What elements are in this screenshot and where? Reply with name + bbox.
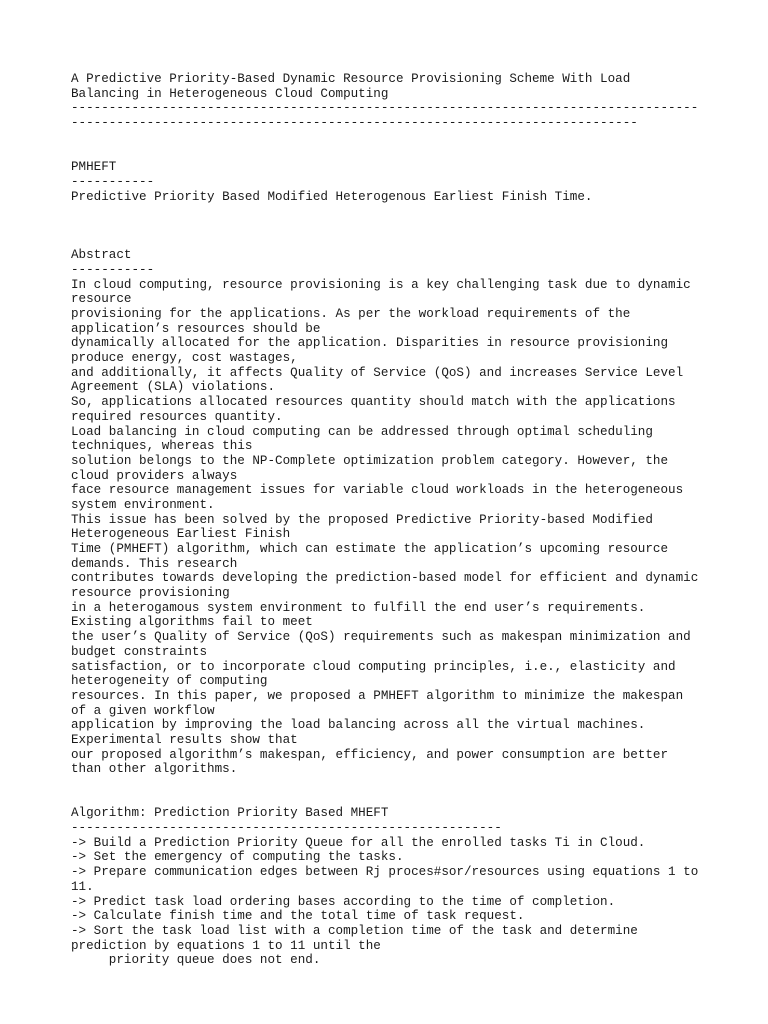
abstract-line: application by improving the load balancing across all the virtual machines.	[71, 718, 646, 733]
abstract-line: dynamically allocated for the application. Disparities in resource provisioning	[71, 336, 669, 351]
abstract-line: contributes towards developing the prediction-based model for efficient and dynamic	[71, 571, 699, 586]
abstract-line: resource provisioning	[71, 586, 230, 601]
abstract-line: required resources quantity.	[71, 409, 283, 424]
algorithm-step: prediction by equations 1 to 11 until the	[71, 938, 381, 953]
abstract-line: solution belongs to the NP-Complete optimization problem category. However, the	[71, 453, 669, 468]
abstract-line: Agreement (SLA) violations.	[71, 380, 276, 395]
acronym-definition: Predictive Priority Based Modified Heterogenous Earliest Finish Time.	[71, 189, 593, 204]
title-rule	[71, 101, 711, 130]
algorithm-step: -> Sort the task load list with a completion time of the task and determine	[71, 923, 638, 938]
algorithm-section	[71, 806, 711, 968]
algorithm-step: -> Set the emergency of computing the tasks.	[71, 850, 404, 865]
abstract-line: budget constraints	[71, 644, 208, 659]
section-heading: PMHEFT	[71, 160, 117, 175]
abstract-line: produce energy, cost wastages,	[71, 351, 298, 366]
abstract-line: Load balancing in cloud computing can be addressed through optimal scheduling	[71, 424, 653, 439]
abstract-line: the user’s Quality of Service (QoS) requirements such as makespan minimization and	[71, 630, 691, 645]
abstract-line: So, applications allocated resources quantity should match with the applications	[71, 395, 676, 410]
algorithm-step: -> Prepare communication edges between Rj proces#sor/resources using equations 1 to	[71, 865, 699, 880]
section-rule: -----------	[71, 174, 155, 189]
abstract-line: than other algorithms.	[71, 762, 238, 777]
title-line: Balancing in Heterogeneous Cloud Computing	[71, 86, 389, 101]
abstract-line: techniques, whereas this	[71, 439, 253, 454]
algorithm-step: -> Build a Prediction Priority Queue for all the enrolled tasks Ti in Cloud.	[71, 835, 646, 850]
title-line: A Predictive Priority-Based Dynamic Resource Provisioning Scheme With Load	[71, 72, 631, 86]
document-page	[71, 72, 711, 968]
section-rule: ---------------------------------------------------------	[71, 821, 502, 836]
abstract-line: satisfaction, or to incorporate cloud computing principles, i.e., elasticity and	[71, 659, 676, 674]
abstract-line: This issue has been solved by the proposed Predictive Priority-based Modified	[71, 512, 653, 527]
abstract-line: of a given workflow	[71, 703, 215, 718]
abstract-line: Time (PMHEFT) algorithm, which can estimate the application’s upcoming resource	[71, 542, 669, 556]
algorithm-step: -> Calculate finish time and the total time of task request.	[71, 909, 525, 924]
algorithm-step: -> Predict task load ordering bases according to the time of completion.	[71, 894, 616, 909]
section-rule: -----------	[71, 262, 155, 277]
abstract-line: demands. This research	[71, 556, 238, 571]
abstract-line: provisioning for the applications. As per the workload requirements of the	[71, 307, 631, 321]
algorithm-step: 11.	[71, 879, 94, 894]
abstract-line: heterogeneity of computing	[71, 674, 268, 689]
abstract-line: Heterogeneous Earliest Finish	[71, 527, 291, 542]
abstract-line: resources. In this paper, we proposed a PMHEFT algorithm to minimize the makespan	[71, 688, 684, 703]
abstract-line: our proposed algorithm’s makespan, efficiency, and power consumption are better	[71, 747, 669, 762]
abstract-line: In cloud computing, resource provisioning is a key challenging task due to dynamic	[71, 277, 691, 292]
abstract-line: cloud providers always	[71, 468, 238, 483]
abstract-line: and additionally, it affects Quality of Service (QoS) and increases Service Level	[71, 365, 684, 380]
rule-line: ---------------------------------------------------------------------------	[71, 116, 638, 131]
section-heading: Abstract	[71, 248, 132, 263]
rule-line: -----------------------------------------------------------------------------------	[71, 101, 699, 116]
acronym-section	[71, 160, 711, 204]
abstract-line: application’s resources should be	[71, 321, 321, 336]
abstract-line: Experimental results show that	[71, 732, 298, 747]
algorithm-step: priority queue does not end.	[71, 953, 321, 968]
abstract-section	[71, 248, 711, 777]
abstract-line: Existing algorithms fail to meet	[71, 615, 313, 630]
section-heading: Algorithm: Prediction Priority Based MHEFT	[71, 806, 389, 821]
abstract-line: in a heterogamous system environment to fulfill the end user’s requirements.	[71, 600, 646, 615]
abstract-line: face resource management issues for variable cloud workloads in the heterogeneous	[71, 483, 684, 498]
abstract-line: system environment.	[71, 497, 215, 512]
abstract-line: resource	[71, 292, 132, 307]
document-title	[71, 72, 711, 101]
